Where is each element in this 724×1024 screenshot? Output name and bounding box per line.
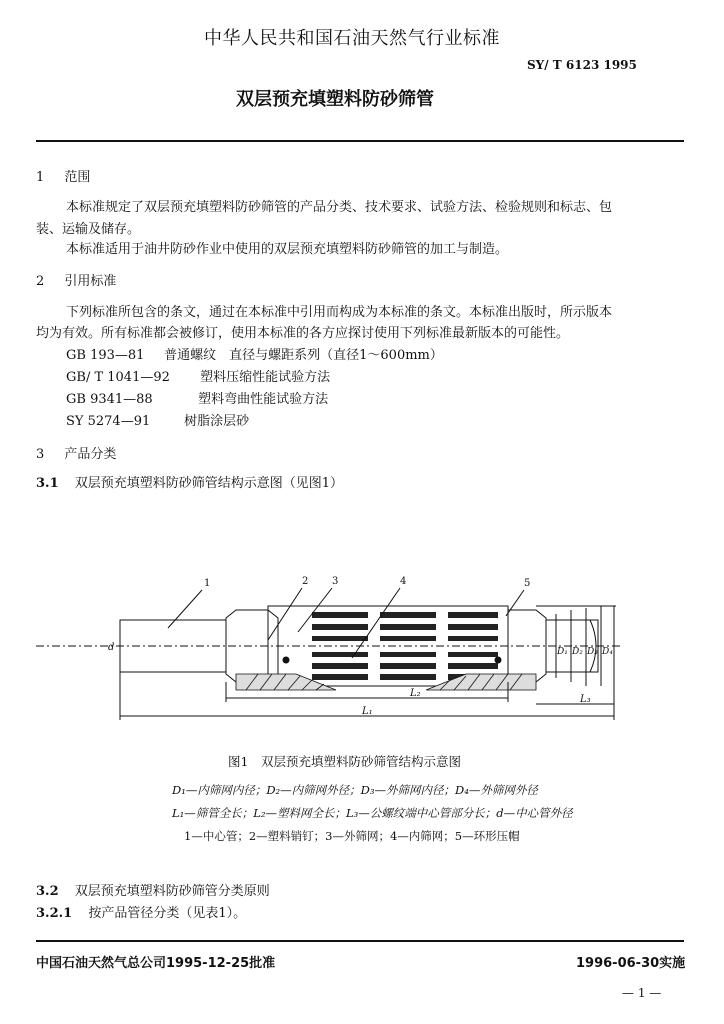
subsection-number: 3.2.1 — [36, 906, 73, 921]
reference-title: 树脂涂层砂 — [184, 414, 250, 429]
plastic-pin — [495, 657, 501, 663]
subsection-3-1 — [36, 472, 343, 491]
dim-label-D1: D₁ — [557, 647, 568, 657]
part-label: 3 — [332, 576, 339, 587]
dim-label-L2: L₂ — [410, 688, 421, 699]
approval-line: 中国石油天然气总公司1995-12-25批准 — [36, 956, 276, 971]
section-1-heading — [36, 166, 90, 185]
dim-label-L1: L₁ — [362, 706, 373, 717]
reference-item — [66, 344, 443, 363]
subsection-3-2 — [36, 880, 270, 899]
s2-paragraph-line: 下列标准所包含的条文，通过在本标准中引用而构成为本标准的条文。本标准出版时，所示版本 — [66, 305, 613, 320]
dim-label-D4: D₄ — [602, 647, 613, 657]
part-label: 4 — [400, 576, 407, 587]
leader-line — [352, 588, 400, 658]
section-2-heading — [36, 270, 116, 289]
s1-paragraph: 本标准适用于油井防砂作业中使用的双层预充填塑料防砂筛管的加工与制造。 — [66, 242, 509, 257]
document-title: 双层预充填塑料防砂筛管 — [236, 89, 434, 110]
section-title: 范围 — [64, 170, 91, 185]
part-label: 1 — [204, 578, 211, 589]
subsection-3-2-1 — [36, 902, 246, 921]
figure-caption: 图1 双层预充填塑料防砂筛管结构示意图 — [228, 754, 461, 769]
leader-line — [506, 590, 524, 616]
org-title: 中华人民共和国石油天然气行业标准 — [204, 28, 500, 49]
reference-item — [66, 388, 328, 407]
reference-title: 塑料压缩性能试验方法 — [200, 370, 331, 385]
section-3-heading — [36, 443, 116, 462]
section-title: 产品分类 — [64, 447, 117, 462]
reference-code: GB 193—81 — [66, 348, 145, 363]
reference-code: GB 9341—88 — [66, 392, 153, 407]
reference-item — [66, 366, 330, 385]
section-number: 2 — [36, 274, 45, 289]
page-number: — 1 — — [622, 986, 662, 1000]
section-number: 1 — [36, 170, 45, 185]
figure-legend-line: 1—中心管；2—塑料销钉；3—外筛网；4—内筛网；5—环形压帽 — [184, 829, 520, 843]
section-title: 引用标准 — [64, 274, 117, 289]
s1-paragraph-line: 本标准规定了双层预充填塑料防砂筛管的产品分类、技术要求、试验方法、检验规则和标志、包 — [66, 200, 613, 215]
standard-code: SY/ T 6123 1995 — [527, 58, 637, 72]
dim-label-D2: D₂ — [572, 647, 583, 657]
dim-label-D3: D₃ — [587, 647, 598, 657]
plastic-pin — [283, 657, 289, 663]
dim-label-L3: L₃ — [580, 694, 591, 705]
effective-date: 1996-06-30实施 — [576, 956, 686, 971]
s1-paragraph-line: 装、运输及储存。 — [36, 222, 141, 237]
s2-paragraph-line: 均为有效。所有标准都会被修订，使用本标准的各方应探讨使用下列标准最新版本的可能性。 — [36, 326, 570, 341]
screen-pipe-diagram — [36, 568, 666, 728]
leader-line — [168, 590, 202, 628]
section-number: 3 — [36, 447, 45, 462]
footer-divider — [36, 940, 684, 942]
reference-title: 普通螺纹 直径与螺距系列（直径1～600mm） — [164, 348, 443, 363]
reference-code: SY 5274—91 — [66, 414, 151, 429]
part-label: 2 — [302, 576, 309, 587]
part-label: 5 — [524, 578, 531, 589]
subsection-text: 双层预充填塑料防砂筛管分类原则 — [74, 884, 270, 899]
figure-legend-line: D₁—内筛网内径；D₂—内筛网外径；D₃—外筛网内径；D₄—外筛网外径 — [172, 783, 538, 797]
subsection-number: 3.2 — [36, 884, 59, 899]
reference-title: 塑料弯曲性能试验方法 — [198, 392, 329, 407]
subsection-number: 3.1 — [36, 476, 59, 491]
reference-item — [66, 410, 249, 429]
title-divider — [36, 140, 684, 142]
figure-legend-line: L₁—筛管全长；L₂—塑料网全长；L₃—公螺纹端中心管部分长；d—中心管外径 — [172, 806, 573, 820]
dim-label-d: d — [108, 642, 115, 653]
subsection-text: 双层预充填塑料防砂筛管结构示意图（见图1） — [74, 476, 344, 491]
reference-code: GB/ T 1041—92 — [66, 370, 170, 385]
subsection-text: 按产品管径分类（见表1）。 — [88, 906, 247, 921]
